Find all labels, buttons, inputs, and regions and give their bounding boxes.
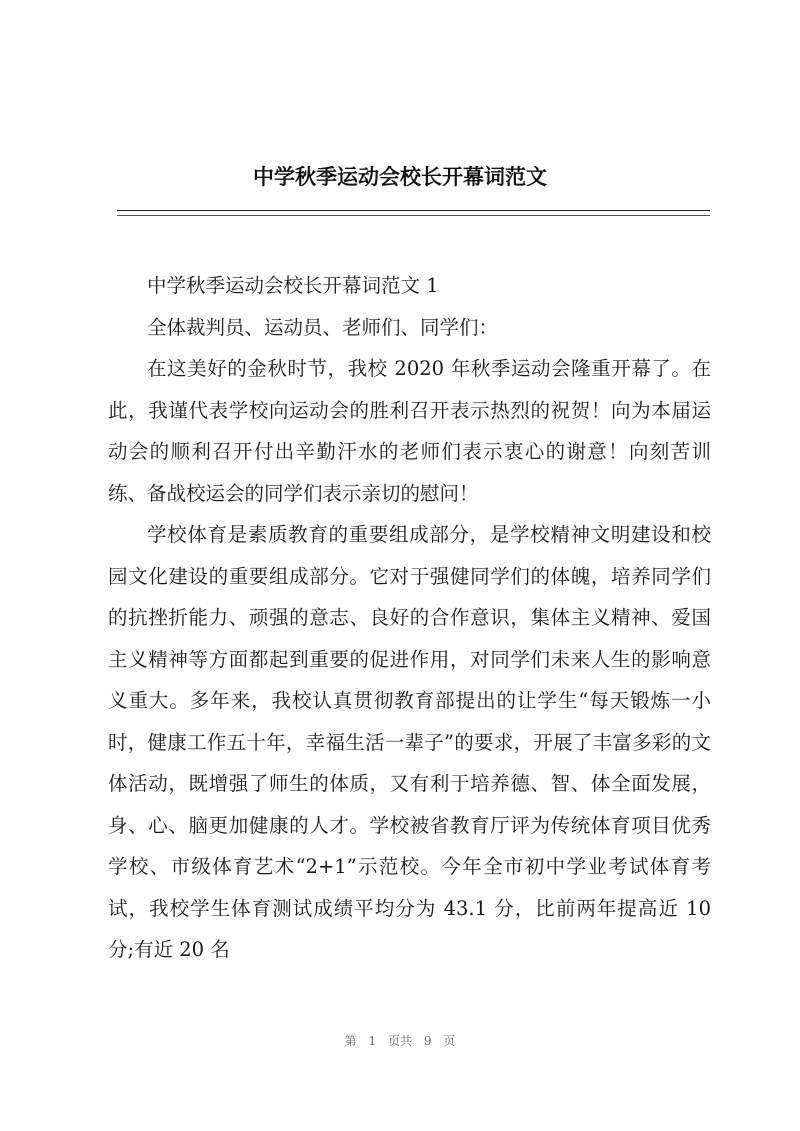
title-divider <box>117 210 710 211</box>
footer-middle: 页共 <box>387 1034 412 1048</box>
paragraph-heading: 中学秋季运动会校长开幕词范文 1 <box>147 274 439 297</box>
paragraph-salutation: 全体裁判员、运动员、老师们、同学们： <box>147 315 499 339</box>
document-body <box>108 265 711 971</box>
footer-suffix: 页 <box>443 1034 456 1048</box>
page-title: 中学秋季运动会校长开幕词范文 <box>253 165 547 189</box>
footer-prefix: 第 <box>344 1034 357 1048</box>
footer-total-pages: 9 <box>423 1034 432 1048</box>
footer-page-number: 1 <box>368 1034 377 1048</box>
paragraph-body: 学校体育是素质教育的重要组成部分，是学校精神文明建设和校园文化建设的重要组成部分。它对于强健同学们的体魄，培养同学们的抗挫折能力、顽强的意志、良好的合作意识，集体主义精神、爱国主义精神等方面都起到重要的促进作用，对同学们未来人生的影响意义重大。多年来，我校认真贯彻教育部提出的让学生“每天锻炼一小时，健康工作五十年，幸福生活一辈子”的要求，开展了丰富多彩的文体活动，既增强了师生的体质，又有利于培养德、智、体全面发展，身、心、脑更加健康的人才。学校被省教育厅评为传统体育项目优秀学校、市级体育艺术“2+1”示范校。今年全市初中学业考试体育考试，我校学生体育测试成绩平均分为 43.1 分，比前两年提高近 10 分;有近 20 名 <box>108 523 711 961</box>
page-footer <box>0 1032 800 1049</box>
title-divider-thin <box>117 215 710 216</box>
paragraph-greeting: 在这美好的金秋时节，我校 2020 年秋季运动会隆重开幕了。在此，我谨代表学校向运动会的胜利召开表示热烈的祝贺！向为本届运动会的顺利召开付出辛勤汗水的老师们表示衷心的谢意！向刻苦训练、备战校运会的同学们表示亲切的慰问！ <box>108 357 711 505</box>
